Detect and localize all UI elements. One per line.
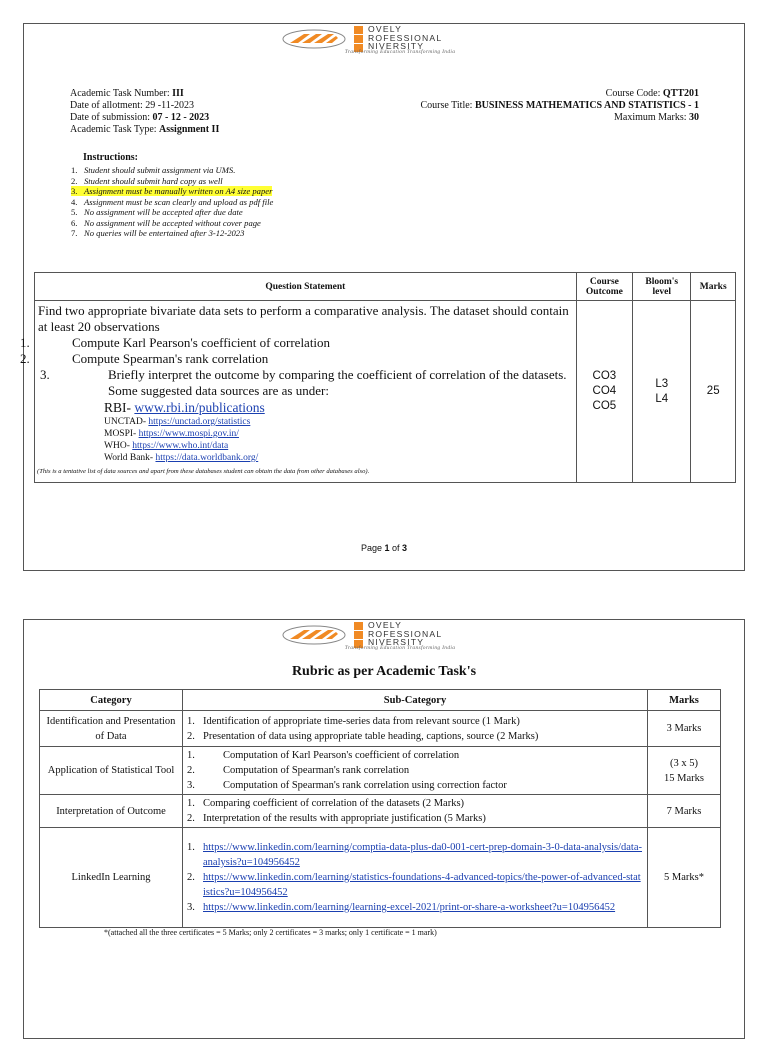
course-details (420, 88, 699, 124)
university-logo (282, 622, 518, 650)
question-intro: Find two appropriate bivariate data sets to perform a comparative analysis. The dataset should contain at least 20 observations (38, 303, 569, 334)
logo-line-2: ROFESSIONAL (368, 32, 443, 43)
rubric-footnote: *(attached all the three certificates = 5 Marks; only 2 certificates = 3 marks; only 1 certificate = 1 mark) (104, 928, 437, 937)
rubric-table (39, 689, 721, 928)
rubric-row (40, 828, 721, 928)
task-number-line: Academic Task Number: III (70, 88, 184, 99)
source-rbi: RBI- www.rbi.in/publications (104, 400, 265, 415)
rubric-marks: 3 Marks (648, 711, 721, 747)
task-details (70, 88, 219, 136)
course-code-line: Course Code: QTT201 (605, 88, 699, 99)
rubric-subcategory: 1. https://www.linkedin.com/learning/comptia-data-plus-da0-001-cert-prep-domain-3-0-data-analysis/data-analysis?u=104956452 2. https://www.linkedin.com/learning/statistics-foundations-4-advanced-topics/the-power-of-advanced-statistics?u=104956452 3. https://www.linkedin.com/learning/learning-excel-2021/print-or-share-a-worksheet?u=104956452 (183, 828, 648, 928)
rubric-marks: 7 Marks (648, 795, 721, 828)
university-name (368, 25, 442, 51)
page-number: Page 1 of 3 (360, 543, 408, 553)
rubric-marks: (3 x 5) 15 Marks (648, 747, 721, 795)
rubric-subcategory: 1. Identification of appropriate time-series data from relevant source (1 Mark) 2. Presentation of data using appropriate table heading, captions, source (2 Marks) (183, 711, 648, 747)
rubric-category: Application of Statistical Tool (40, 747, 183, 795)
course-outcome-cell: CO3 CO4 CO5 (576, 301, 633, 483)
instruction-item: 6. No assignment will be accepted without cover page (71, 217, 261, 228)
subcategory-header: Sub-Category (183, 690, 648, 711)
marks-header: Marks (648, 690, 721, 711)
instruction-item: 1. Student should submit assignment via UMS. (71, 165, 236, 175)
linkedin-course-link[interactable]: https://www.linkedin.com/learning/learning-excel-2021/print-or-share-a-worksheet?u=104956452 (203, 902, 616, 913)
logo-line-1: OVELY (368, 24, 403, 34)
task-type-line: Academic Task Type: Assignment II (70, 124, 220, 135)
source-unctad: UNCTAD- https://unctad.org/statistics (104, 417, 251, 427)
rubric-category: Interpretation of Outcome (40, 795, 183, 828)
course-outcome-header: Course Outcome (576, 273, 633, 301)
instruction-item: 2. Student should submit hard copy as well (71, 175, 223, 186)
rubric-title: Rubric as per Academic Task's (291, 664, 477, 679)
marks-cell: 25 (691, 301, 736, 483)
sources-footnote: (This is a tentative list of data sources and apart from these databases student can obtain the data from other databases also). (37, 468, 370, 475)
university-name: OVELY ROFESSIONAL NIVERSITY (368, 620, 443, 648)
linkedin-course-link[interactable]: https://www.linkedin.com/learning/statistics-foundations-4-advanced-topics/the-power-of-advanced-statistics?u=104956452 (203, 872, 641, 898)
logo-line-3: NIVERSITY (368, 41, 425, 52)
rubric-category: LinkedIn Learning (40, 828, 183, 928)
page-1 (20, 23, 745, 571)
logo-tagline: Transforming Education Transforming India (344, 49, 456, 55)
rubric-row (40, 711, 721, 747)
source-link-mospi[interactable]: https://www.mospi.gov.in/ (138, 429, 239, 439)
source-worldbank: World Bank- https://data.worldbank.org/ (104, 453, 259, 463)
course-title-line: Course Title: BUSINESS MATHEMATICS AND STATISTICS - 1 (420, 100, 699, 111)
source-link-unctad[interactable]: https://unctad.org/statistics (148, 417, 251, 427)
lpu-emblem-icon (282, 29, 346, 49)
question-header: Question Statement (35, 273, 577, 301)
marks-header: Marks (691, 273, 736, 301)
rubric-subcategory: 1. Comparing coefficient of correlation of the datasets (2 Marks) 2. Interpretation of the results with appropriate justification (5 Marks) (183, 795, 648, 828)
instruction-item: 7. No queries will be entertained after 3-12-2023 (71, 228, 245, 238)
rubric-row (40, 795, 721, 828)
question-step: 3. Briefly interpret the outcome by comparing the coefficient of correlation of the datasets. Some suggested data sources are as under: (40, 367, 567, 398)
question-step: 1. Compute Karl Pearson's coefficient of correlation (20, 335, 331, 350)
source-who: WHO- https://www.who.int/data (104, 441, 229, 451)
source-link-who[interactable]: https://www.who.int/data (132, 441, 229, 451)
instructions (71, 152, 273, 239)
category-header: Category (40, 690, 183, 711)
max-marks-line: Maximum Marks: 30 (614, 112, 699, 123)
blooms-level-cell: L3 L4 (633, 301, 691, 483)
blooms-level-header: Bloom's level (633, 273, 691, 301)
instruction-item: 4. Assignment must be scan clearly and upload as pdf file (71, 196, 274, 207)
university-logo (282, 26, 518, 54)
lpu-emblem-icon (282, 625, 346, 645)
instruction-item: 5. No assignment will be accepted after due date (71, 207, 243, 217)
page-2 (23, 619, 745, 1039)
instructions-title: Instructions: (83, 152, 139, 163)
rubric-subcategory: 1. Computation of Karl Pearson's coefficient of correlation 2. Computation of Spearman's rank correlation 3. Computation of Spearman's rank correlation using correction factor (183, 747, 648, 795)
submission-date-line: Date of submission: 07 - 12 - 2023 (70, 112, 210, 123)
allotment-date-line: Date of allotment: 29 -11-2023 (70, 100, 195, 111)
source-link-rbi[interactable]: www.rbi.in/publications (134, 400, 265, 415)
question-table (20, 272, 736, 483)
rubric-row (40, 747, 721, 795)
data-sources (104, 399, 572, 464)
question-step: 2. Compute Spearman's rank correlation (20, 351, 269, 366)
source-mospi: MOSPI- https://www.mospi.gov.in/ (104, 429, 239, 439)
instruction-item-highlighted: 3. Assignment must be manually written on A4 size paper (71, 186, 273, 196)
linkedin-course-link[interactable]: https://www.linkedin.com/learning/comptia-data-plus-da0-001-cert-prep-domain-3-0-data-analysis/data-analysis?u=104956452 (203, 842, 643, 868)
logo-tagline: Transforming Education Transforming India (344, 645, 456, 651)
question-statement (20, 301, 577, 483)
rubric-category: Identification and Presentation of Data (40, 711, 183, 747)
source-link-worldbank[interactable]: https://data.worldbank.org/ (155, 453, 259, 463)
rubric-marks: 5 Marks* (648, 828, 721, 928)
